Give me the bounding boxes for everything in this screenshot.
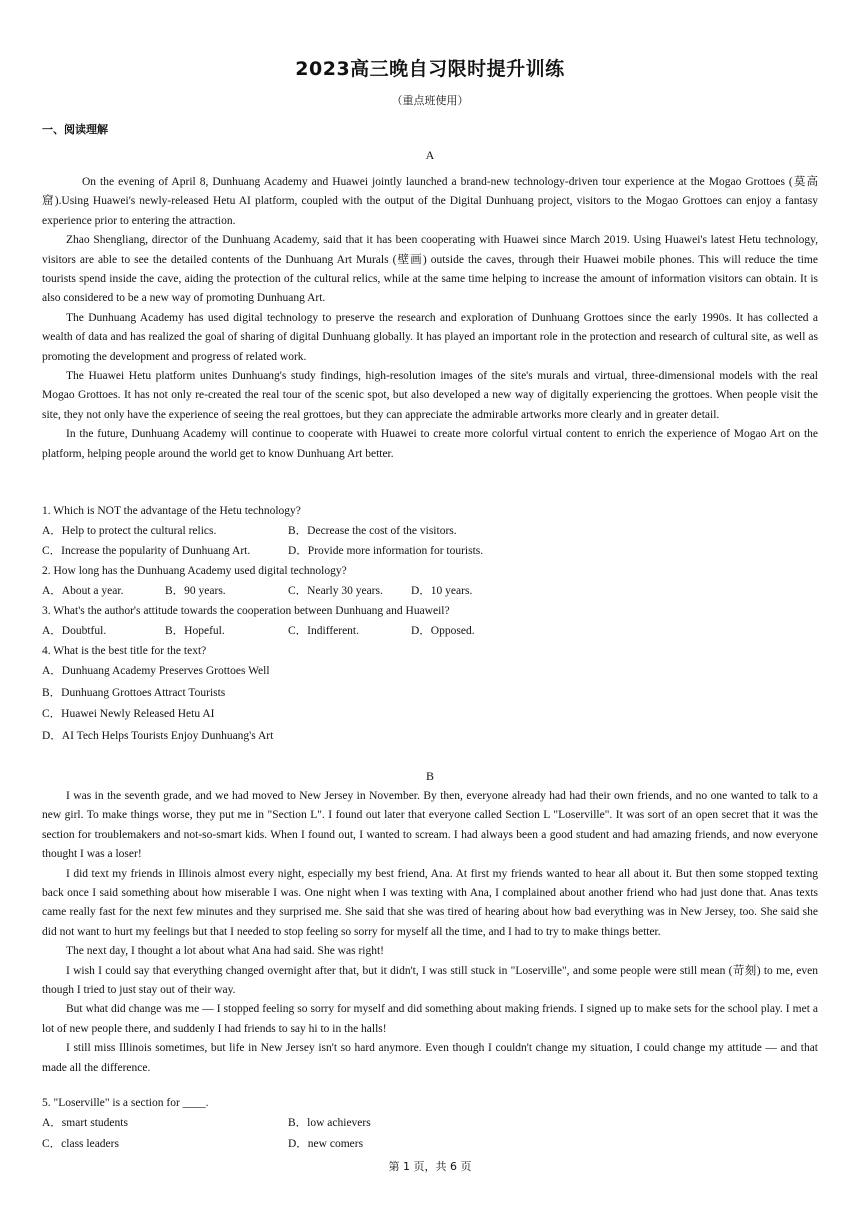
paragraph: I was in the seventh grade, and we had moved to New Jersey in November. By then, everyone already had had their own friends, and no one wanted to talk to a new girl. To make things worse, they put me in "Section L". I found out later that everyone called Section L "Loserville". It was sort of an open secret that it was the section for troublemakers and not-so-smart kids. When I found out, I wanted to scream. I had always been a good student and had amazing friends, and now everyone thought I was a loser! [42,790,818,861]
option: D．new comers [288,1138,364,1150]
option: D．Provide more information for tourists. [288,545,484,557]
paragraph: In the future, Dunhuang Academy will continue to cooperate with Huawei to create more colorful virtual content to enrich the experience of Mogao Art on the platform, helping people around the world get to know Dunhuang Art better. [42,428,818,460]
passage-b-questions [42,1093,818,1155]
page-footer: 第 1 页，共 6 页 [388,1160,472,1173]
option: D．Opposed. [411,625,475,637]
passage-b-body [42,787,818,1078]
option: B．Dunhuang Grottoes Attract Tourists [42,686,226,699]
question-stem: 3. What's the author's attitude towards the cooperation between Dunhuang and Huaweil? [42,605,450,617]
option: C．Nearly 30 years. [288,585,383,597]
option: B．low achievers [288,1117,371,1129]
option: A．Doubtful. [42,625,107,637]
option: B．90 years. [165,585,226,597]
question-stem: 4. What is the best title for the text? [42,645,207,657]
paragraph: I did text my friends in Illinois almost every night, especially my best friend, Ana. At first my friends wanted to hear all about it. But then some stopped texting back once I said something about how miserable I was. One night when I was texting with Ana, I complained about another friend who had just done that. Anas texts came really fast for the next few minutes and they surprised me. She said that she was tired of hearing about how bad everything was in New Jersey, too. She said she did not want to hurt my feelings but that I needed to stop feeling so sorry for myself all the time, and I had to try to make things better. [42,867,818,938]
option: A．smart students [42,1117,128,1129]
option: D．AI Tech Helps Tourists Enjoy Dunhuang's Art [42,729,274,742]
option-row [42,726,818,748]
option-row [42,1134,818,1155]
option-row [42,661,818,683]
passage-b-letter: B [425,769,434,783]
option-row [42,581,818,601]
option-row [42,621,818,641]
question-stem: 2. How long has the Dunhuang Academy used digital technology? [42,565,347,577]
option: C．Indifferent. [288,625,360,637]
option: C．Increase the popularity of Dunhuang Art. [42,545,251,557]
option-row [42,541,818,561]
option: D．10 years. [411,585,473,597]
passage-a-letter: A [425,148,435,162]
paragraph: The Dunhuang Academy has used digital technology to preserve the research and exploration of Dunhuang Grottoes since the early 1990s. It has collected a wealth of data and has realized the goal of sharing of digital Dunhuang globally. It has played an important role in the protection and research of cultural site, as well as promoting the development and progress of related work. [42,311,818,363]
paragraph: I wish I could say that everything changed overnight after that, but it didn't, I was still stuck in "Loserville", and some people were still mean (苛刻) to me, even though I tried to just stay out of their way. [42,964,818,997]
option: B．Decrease the cost of the visitors. [288,525,457,537]
passage-a-body [42,173,818,464]
paragraph: Zhao Shengliang, director of the Dunhuang Academy, said that it has been cooperating with Huawei since March 2019. Using Huawei's latest Hetu technology, visitors are able to see the detailed contents of the Dunhuang Art Murals (壁画) outside the caves, through their Huawei mobile phones. This will reduce the time tourists spend inside the cave, aiding the protection of the cultural relics, while at the same time helping to increase the amount of information visitors can obtain. It is also considered to be a new way of promoting Dunhuang Art. [42,234,818,305]
option: B．Hopeful. [165,625,225,637]
question-stem: 1. Which is NOT the advantage of the Hetu technology? [42,505,301,517]
option-row [42,704,818,726]
option: A．Dunhuang Academy Preserves Grottoes Well [42,665,270,677]
option-row [42,1113,818,1134]
passage-a-questions [42,501,818,747]
question-stem: 5. "Loserville" is a section for ____. [42,1097,209,1109]
option: A．Help to protect the cultural relics. [42,525,217,537]
option: A．About a year. [42,585,124,597]
document-title: 2023高三晚自习限时提升训练 [295,58,565,80]
option: C．Huawei Newly Released Hetu AI [42,708,215,720]
paragraph: On the evening of April 8, Dunhuang Academy and Huawei jointly launched a brand-new technology-driven tour experience at the Mogao Grottoes (莫高窟).Using Huawei's newly-released Hetu AI platform, coupled with the output of the Digital Dunhuang project, visitors to the Mogao Grottoes can enjoy a fantasy experience prior to entering the attraction. [42,176,818,227]
section-heading: 一、阅读理解 [42,123,108,136]
paragraph: The Huawei Hetu platform unites Dunhuang's study findings, high-resolution images of the site's murals and virtual, three-dimensional models with the real Mogao Grottoes. It has not only re-created the real tour of the scenic spot, but also developed a new way of digitally experiencing the grottoes. When people visit the site, they not only have the experience of seeing the real grottoes, but they can appreciate the admirable artworks more clearly and in greater detail. [42,370,818,421]
paragraph: I still miss Illinois sometimes, but life in New Jersey isn't so hard anymore. Even though I couldn't change my situation, I could change my attitude — and that made all the difference. [42,1042,818,1074]
paragraph: The next day, I thought a lot about what Ana had said. She was right! [66,945,384,958]
document-subtitle: （重点班使用） [391,94,469,107]
option-row [42,683,818,705]
option: C．class leaders [42,1138,119,1150]
option-row [42,521,818,541]
paragraph: But what did change was me — I stopped feeling so sorry for myself and did something about making friends. I signed up to make sets for the school play. I met a lot of new people there, and suddenly I had friends to say hi to in the halls! [42,1003,818,1035]
